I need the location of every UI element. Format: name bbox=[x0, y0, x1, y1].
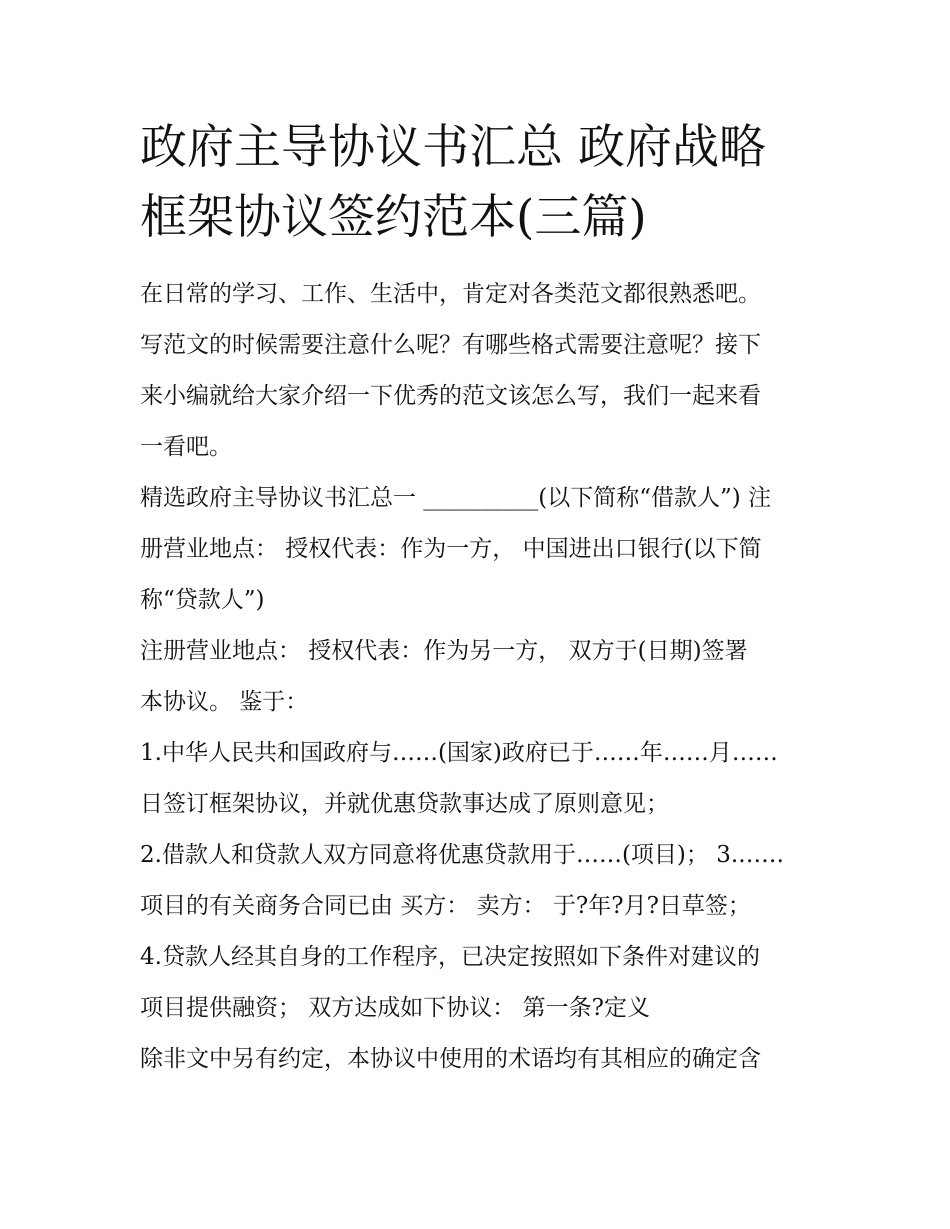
body-line: 称“贷款人”) bbox=[140, 587, 265, 613]
document-body bbox=[140, 269, 820, 1085]
body-line: 在日常的学习、工作、生活中，肯定对各类范文都很熟悉吧。 bbox=[140, 281, 761, 307]
body-line: 注册营业地点： 授权代表：作为另一方， 双方于(日期)签署 bbox=[140, 638, 748, 664]
body-line: 来小编就给大家介绍一下优秀的范文该怎么写，我们一起来看 bbox=[140, 383, 761, 409]
body-line: 写范文的时候需要注意什么呢？有哪些格式需要注意呢？接下 bbox=[140, 332, 761, 358]
body-line: 项目提供融资； 双方达成如下协议： 第一条?定义 bbox=[140, 995, 650, 1021]
body-line: 一看吧。 bbox=[140, 434, 232, 460]
body-line: 精选政府主导协议书汇总一 __________(以下简称“借款人”) 注 bbox=[140, 485, 772, 511]
body-line: 本协议。 鉴于： bbox=[140, 689, 309, 715]
document-title bbox=[140, 113, 820, 253]
body-line: 2.借款人和贷款人双方同意将优惠贷款用于……(项目)； 3.…… bbox=[140, 842, 785, 868]
title-line: 政府主导协议书汇总 政府战略 bbox=[140, 120, 766, 175]
body-line: 项目的有关商务合同已由 买方： 卖方： 于?年?月?日草签； bbox=[140, 893, 751, 919]
body-line: 1.中华人民共和国政府与……(国家)政府已于……年……月…… bbox=[140, 740, 778, 766]
body-line: 日签订框架协议，并就优惠贷款事达成了原则意见； bbox=[140, 791, 669, 817]
body-line: 4.贷款人经其自身的工作程序，已决定按照如下条件对建议的 bbox=[140, 944, 760, 970]
body-line: 除非文中另有约定，本协议中使用的术语均有其相应的确定含 bbox=[140, 1046, 761, 1072]
body-line: 册营业地点： 授权代表：作为一方， 中国进出口银行(以下简 bbox=[140, 536, 762, 562]
document-content bbox=[140, 113, 820, 1085]
title-line: 框架协议签约范本(三篇) bbox=[140, 190, 647, 245]
